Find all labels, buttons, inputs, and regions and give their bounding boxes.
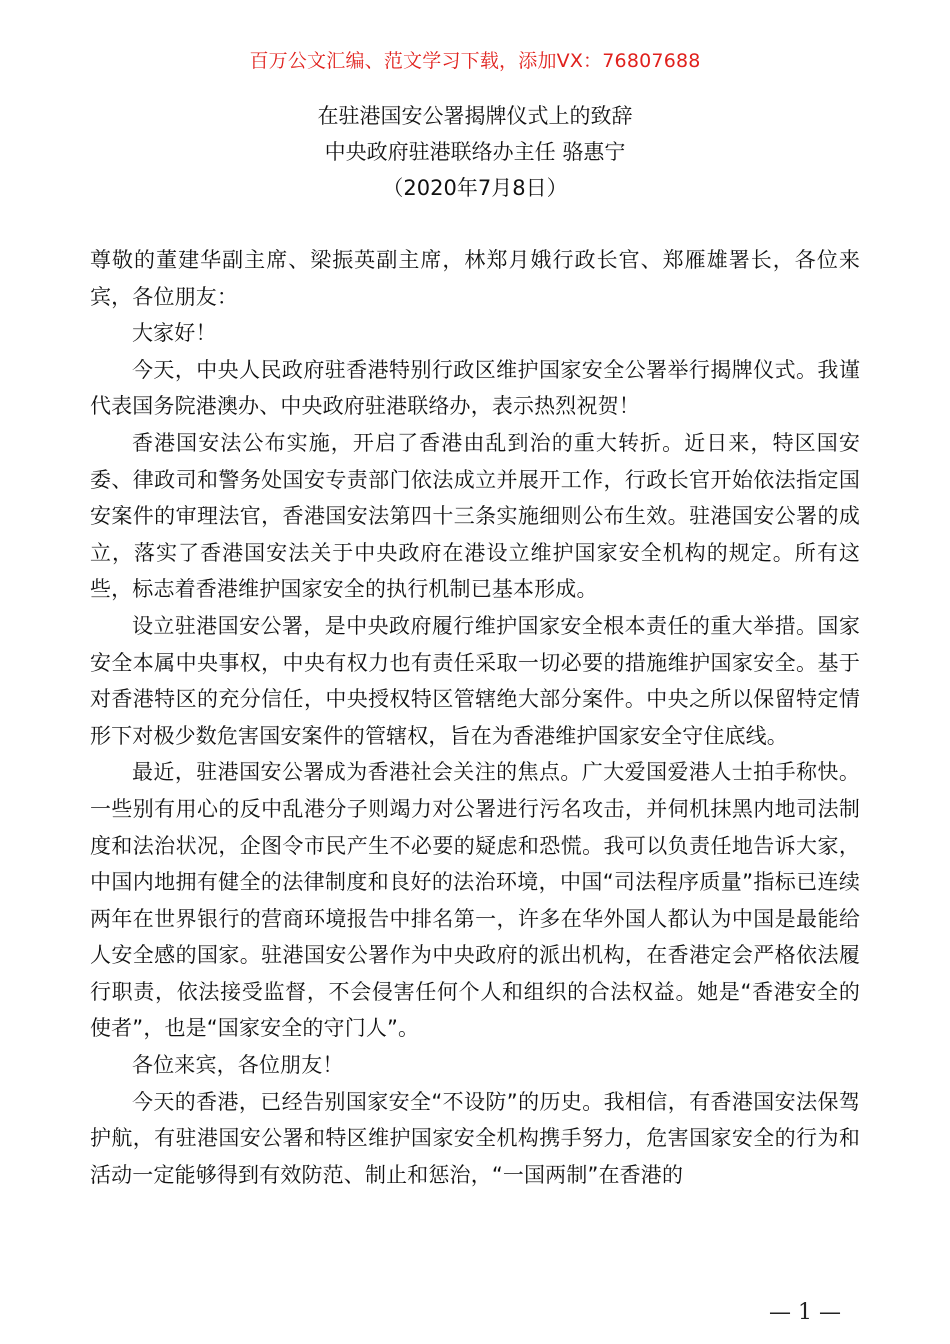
document-title: 在驻港国安公署揭牌仪式上的致辞 <box>317 104 633 128</box>
paragraph: 设立驻港国安公署，是中央政府履行维护国家安全根本责任的重大举措。国家安全本属中央事权，中央有权力也有责任采取一切必要的措施维护国家安全。基于对香港特区的充分信任，中央授权特区管辖绝大部分案件。中央之所以保留特定情形下对极少数危害国安案件的管辖权，旨在为香港维护国家安全守住底线。 <box>90 613 860 748</box>
speech-date: （2020年7月8日） <box>382 176 568 200</box>
paragraph: 各位来宾，各位朋友！ <box>132 1053 344 1078</box>
paragraph: 香港国安法公布实施，开启了香港由乱到治的重大转折。近日来，特区国安委、律政司和警务处国安专责部门依法成立并展开工作，行政长官开始依法指定国安案件的审理法官，香港国安法第四十三条实施细则公布生效。驻港国安公署的成立，落实了香港国安法关于中央政府在港设立维护国家安全机构的规定。所有这些，标志着香港维护国家安全的执行机制已基本形成。 <box>90 430 860 602</box>
speech-body <box>90 242 860 1193</box>
watermark-banner: 百万公文汇编、范文学习下载，添加VX：76807688 <box>249 50 701 72</box>
document-header <box>0 98 950 206</box>
salutation: 尊敬的董建华副主席、梁振英副主席，林郑月娥行政长官、郑雁雄署长，各位来宾，各位朋友： <box>90 248 860 309</box>
speaker-line: 中央政府驻港联络办主任 骆惠宁 <box>324 140 626 164</box>
paragraph: 今天，中央人民政府驻香港特别行政区维护国家安全公署举行揭牌仪式。我谨代表国务院港澳办、中央政府驻港联络办，表示热烈祝贺！ <box>90 357 860 419</box>
paragraph: 大家好！ <box>132 321 217 346</box>
page-number: — 1 — <box>769 1300 841 1325</box>
paragraph: 今天的香港，已经告别国家安全“不设防”的历史。我相信，有香港国安法保驾护航，有驻港国安公署和特区维护国家安全机构携手努力，危害国家安全的行为和活动一定能够得到有效防范、制止和惩治，“一国两制”在香港的 <box>90 1089 860 1187</box>
paragraph: 最近，驻港国安公署成为香港社会关注的焦点。广大爱国爱港人士拍手称快。一些别有用心的反中乱港分子则竭力对公署进行污名攻击，并伺机抹黑内地司法制度和法治状况，企图令市民产生不必要的疑虑和恐慌。我可以负责任地告诉大家，中国内地拥有健全的法律制度和良好的法治环境，中国“司法程序质量”指标已连续两年在世界银行的营商环境报告中排名第一，许多在华外国人都认为中国是最能给人安全感的国家。驻港国安公署作为中央政府的派出机构，在香港定会严格依法履行职责，依法接受监督，不会侵害任何个人和组织的合法权益。她是“香港安全的使者”，也是“国家安全的守门人”。 <box>90 760 860 1041</box>
